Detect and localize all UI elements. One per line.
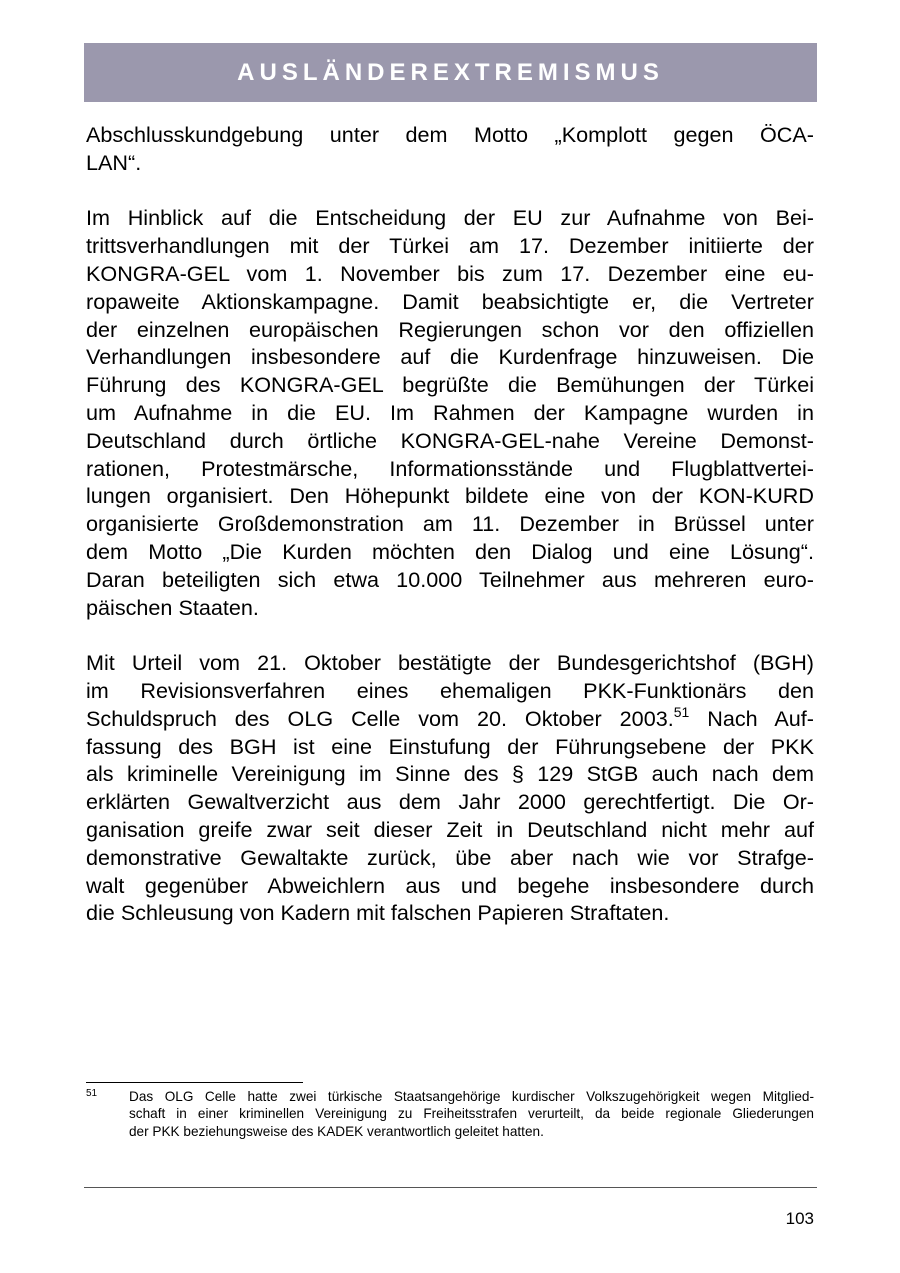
text-line: Abschlusskundgebung unter dem Motto „Komplott gegen ÖCA- — [86, 122, 814, 147]
page-footer-divider — [84, 1187, 817, 1188]
footnote-line: schaft in einer kriminellen Vereinigung zu Freiheitsstrafen verurteilt, da beide regionale Gliederungen — [129, 1106, 814, 1122]
text-line: KONGRA-GEL vom 1. November bis zum 17. Dezember eine eu- — [86, 260, 814, 286]
text-line: walt gegenüber Abweichlern aus und begehe insbesondere durch — [86, 872, 814, 898]
paragraph-3 — [86, 649, 814, 927]
text-line: dem Motto „Die Kurden möchten den Dialog und eine Lösung“. — [86, 538, 814, 564]
text-line: LAN“. — [86, 149, 142, 175]
text-line: ropaweite Aktionskampagne. Damit beabsichtigte er, die Vertreter — [86, 288, 814, 314]
text-line: ganisation greife zwar seit dieser Zeit in Deutschland nicht mehr auf — [86, 816, 814, 842]
footnote — [86, 1088, 814, 1140]
text-segment: Schuldspruch des OLG Celle vom 20. Oktober 2003. — [86, 705, 674, 731]
text-line: lungen organisiert. Den Höhepunkt bildete eine von der KON-KURD — [86, 483, 814, 509]
text-line: Im Hinblick auf die Entscheidung der EU zur Aufnahme von Bei- — [86, 205, 814, 231]
footnote-line: Das OLG Celle hatte zwei türkische Staatsangehörige kurdischer Volkszugehörigkeit wegen Mitglied- — [129, 1089, 814, 1104]
paragraph-1 — [86, 121, 814, 177]
text-line: erklärten Gewaltverzicht aus dem Jahr 2000 gerechtfertigt. Die Or- — [86, 789, 814, 815]
footnote-line: der PKK beziehungsweise des KADEK verantwortlich geleitet hatten. — [129, 1123, 544, 1139]
text-segment: Nach Auf- — [689, 705, 814, 731]
paragraph-2 — [86, 204, 814, 621]
section-header — [84, 43, 817, 102]
text-line: als kriminelle Vereinigung im Sinne des § 129 StGB auch nach dem — [86, 761, 814, 787]
text-line: demonstrative Gewaltakte zurück, übe aber nach wie vor Strafge- — [86, 844, 814, 870]
text-line: Daran beteiligten sich etwa 10.000 Teilnehmer aus mehreren euro- — [86, 566, 814, 592]
footnote-number: 51 — [86, 1088, 98, 1099]
text-line: der einzelnen europäischen Regierungen schon vor den offiziellen — [86, 316, 814, 342]
text-line: Deutschland durch örtliche KONGRA-GEL-nahe Vereine Demonst- — [86, 427, 814, 453]
text-line: organisierte Großdemonstration am 11. Dezember in Brüssel unter — [86, 511, 814, 537]
text-line: rationen, Protestmärsche, Informationsstände und Flugblattvertei- — [86, 455, 814, 481]
footnote-reference[interactable]: 51 — [673, 703, 690, 720]
text-line: die Schleusung von Kadern mit falschen Papieren Straftaten. — [86, 900, 670, 926]
footnote-divider — [86, 1082, 303, 1083]
text-line: fassung des BGH ist eine Einstufung der Führungsebene der PKK — [86, 733, 814, 759]
footnote-text — [129, 1088, 814, 1140]
text-line: päischen Staaten. — [86, 594, 259, 620]
text-line: trittsverhandlungen mit der Türkei am 17. Dezember initiierte der — [86, 233, 814, 259]
text-line: Mit Urteil vom 21. Oktober bestätigte der Bundesgerichtshof (BGH) — [86, 650, 814, 676]
text-line: Führung des KONGRA-GEL begrüßte die Bemühungen der Türkei — [86, 372, 814, 398]
section-title: AUSLÄNDEREXTREMISMUS — [237, 58, 664, 86]
body-text — [86, 121, 814, 927]
text-line: um Aufnahme in die EU. Im Rahmen der Kampagne wurden in — [86, 399, 814, 425]
page-number: 103 — [785, 1209, 814, 1228]
text-line: im Revisionsverfahren eines ehemaligen PKK-Funktionärs den — [86, 677, 814, 703]
text-line-with-footnote — [86, 705, 814, 733]
text-line: Verhandlungen insbesondere auf die Kurdenfrage hinzuweisen. Die — [86, 344, 814, 370]
